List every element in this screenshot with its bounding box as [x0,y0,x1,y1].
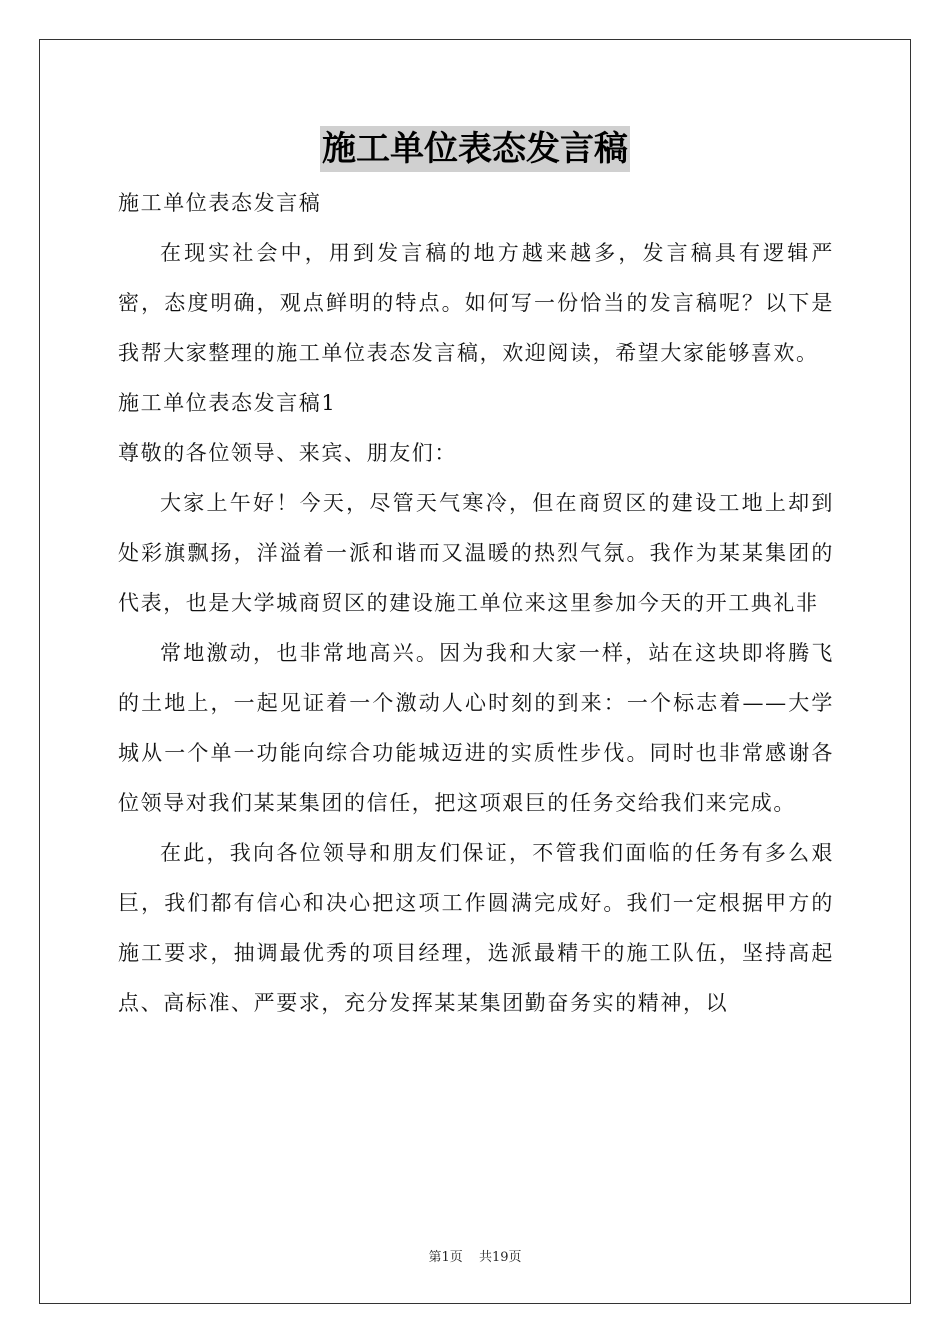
page-total: 共19页 [478,1250,522,1265]
title-area [0,126,950,172]
paragraph-heading: 施工单位表态发言稿 [118,191,322,215]
page-footer [0,1246,950,1265]
section-heading: 施工单位表态发言稿1 [118,391,337,415]
document-title: 施工单位表态发言稿 [320,126,630,172]
paragraph-body: 大家上午好！今天，尽管天气寒冷，但在商贸区的建设工地上却到处彩旗飘扬，洋溢着一派和谐而又温暖的热烈气氛。我作为某某集团的代表，也是大学城商贸区的建设施工单位来这里参加今天的开工典礼非 [118,491,834,615]
paragraph-intro: 在现实社会中，用到发言稿的地方越来越多，发言稿具有逻辑严密，态度明确，观点鲜明的特点。如何写一份恰当的发言稿呢？以下是我帮大家整理的施工单位表态发言稿，欢迎阅读，希望大家能够喜欢。 [118,241,834,365]
paragraph-salutation: 尊敬的各位领导、来宾、朋友们： [118,441,457,465]
page-number: 第1页 [428,1250,463,1265]
paragraph-body: 在此，我向各位领导和朋友们保证，不管我们面临的任务有多么艰巨，我们都有信心和决心把这项工作圆满完成好。我们一定根据甲方的施工要求，抽调最优秀的项目经理，选派最精干的施工队伍，坚持高起点、高标准、严要求，充分发挥某某集团勤奋务实的精神，以 [118,841,834,1015]
paragraph-body: 常地激动，也非常地高兴。因为我和大家一样，站在这块即将腾飞的土地上，一起见证着一个激动人心时刻的到来：一个标志着——大学城从一个单一功能向综合功能城迈进的实质性步伐。同时也非常感谢各位领导对我们某某集团的信任，把这项艰巨的任务交给我们来完成。 [118,641,834,815]
document-body [118,178,834,1028]
